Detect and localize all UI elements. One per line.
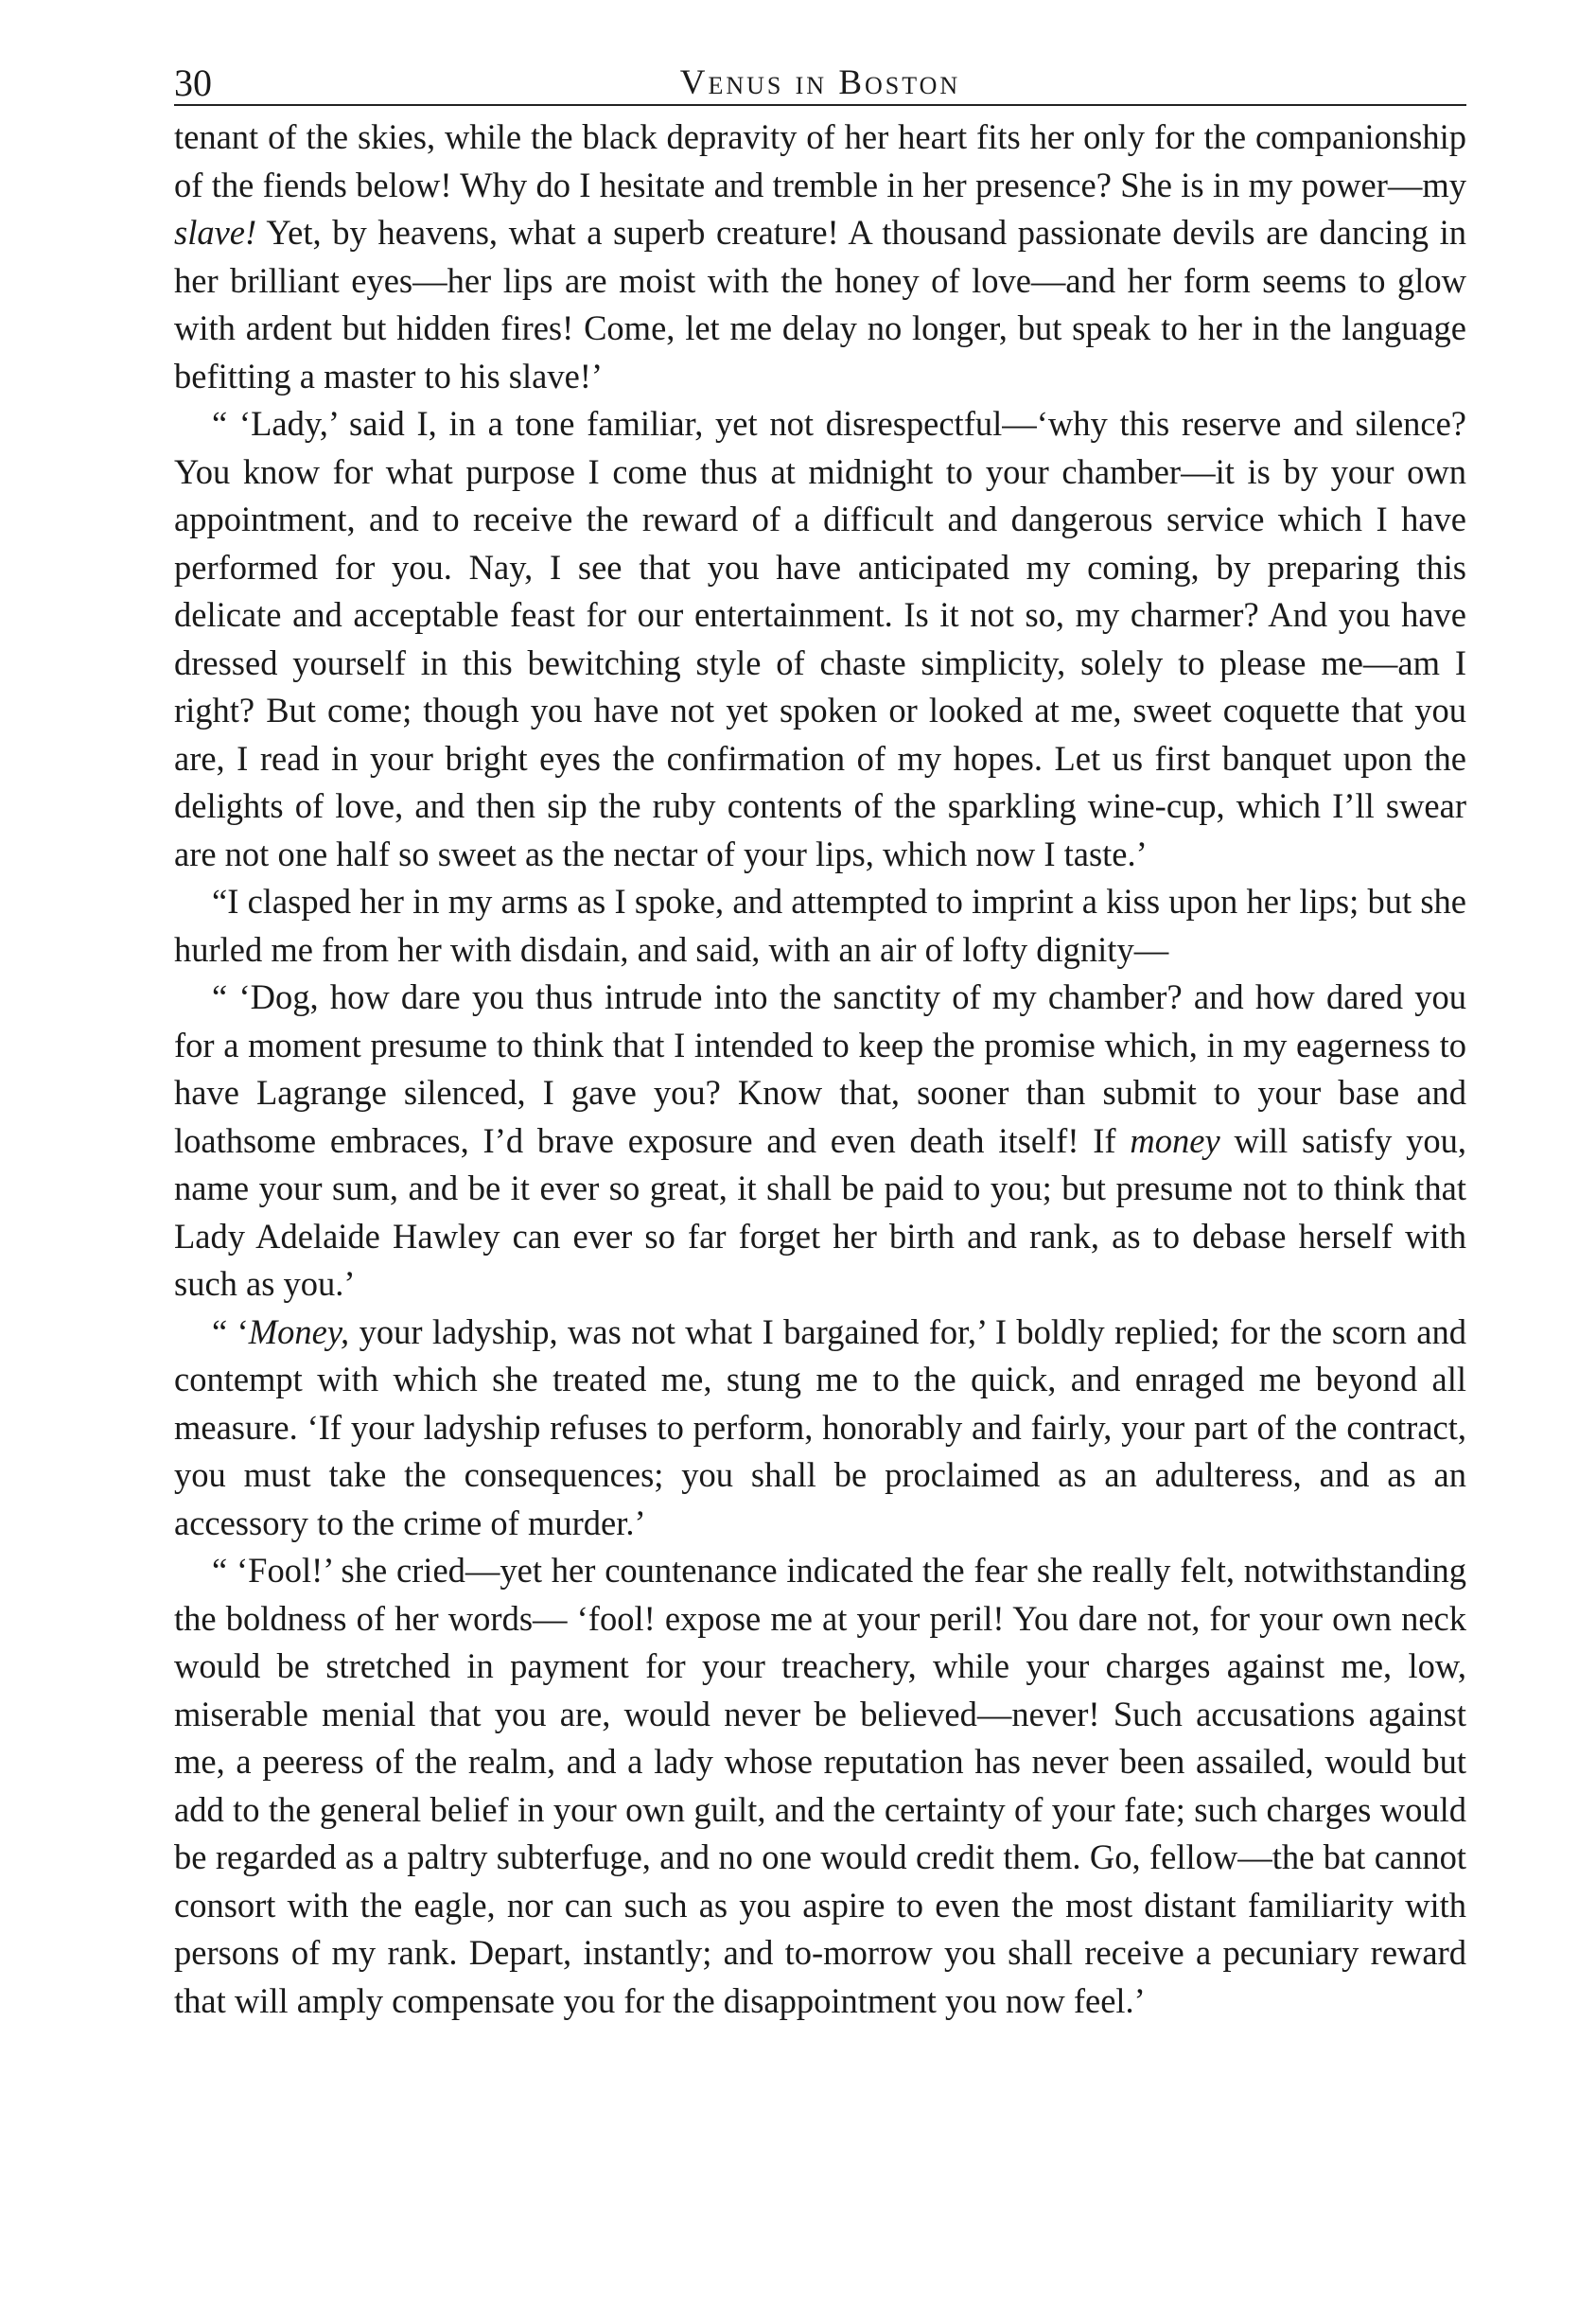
text-run: Yet, by heavens, what a superb creature! A thousand passionate devils are dancing in her brilliant eyes—her lips are moist with the honey of love—and her form seems to glow with ardent but hidden fires! Come, let me delay no longer, but speak to her in the language befitting a master to his slave!’ [174,213,1466,396]
text-run: “ ‘Dog, how dare you thus intrude into the sanctity of my chamber? and how dared you for a moment presume to think that I intended to keep the promise which, in my eagerness to have Lagrange silenced, I gave you? Know that, sooner than submit to your base and loathsome embraces, I’d brave exposure and even death itself! If [174,977,1466,1160]
page-number: 30 [174,62,212,104]
text-run: “ ‘Lady,’ said I, in a tone familiar, yet not disrespectful—‘why this reserve and silence? You know for what purpose I come thus at midnight to your chamber—it is by your own appointment, and to receive the reward of a difficult and dangerous service which I have performed for you. Nay, I see that you have anticipated my coming, by preparing this delicate and acceptable feast for our entertainment. Is it not so, my charmer? And you have dressed yourself in this bewitching style of chaste simplicity, solely to please me—am I right? But come; though you have not yet spoken or looked at me, sweet coquette that you are, I read in your bright eyes the confirmation of my hopes. Let us first banquet upon the delights of love, and then sip the ruby contents of the sparkling wine-cup, which I’ll swear are not one half so sweet as the nectar of your lips, which now I taste.’ [174,404,1466,873]
paragraph [174,400,1466,878]
text-run: “ ‘Fool!’ she cried—yet her countenance indicated the fear she really felt, notwithstanding the boldness of her words— ‘fool! expose me at your peril! You dare not, for your own neck would be stretched in payment for your treachery, while your charges against me, low, miserable menial that you are, would never be believed—never! Such accusations against me, a peeress of the realm, and a lady whose reputation has never been assailed, would but add to the general belief in your own guilt, and the certainty of your fate; such charges would be regarded as a paltry subterfuge, and no one would credit them. Go, fellow—the bat cannot consort with the eagle, nor can such as you aspire to even the most distant familiarity with persons of my rank. Depart, instantly; and to-morrow you shall receive a pecuniary reward that will amply compensate you for the disappointment you now feel.’ [174,1551,1466,2020]
book-page [174,47,1466,2025]
text-run: “ ‘ [212,1311,249,1351]
paragraph [174,1547,1466,2025]
text-run: your ladyship, was not what I bargained for,’ I boldly replied; for the scorn and contempt with which she treated me, stung me to the quick, and enraged me beyond all measure. ‘If your ladyship refuses to perform, honorably and fairly, your part of the contract, you must take the consequences; you shall be proclaimed as an adulteress, and as an accessory to the crime of murder.’ [174,1311,1466,1542]
paragraph [174,1309,1466,1548]
text-run: will satisfy you, name your sum, and be it ever so great, it shall be paid to you; but presume not to think that Lady Adelaide Hawley can ever so far forget her birth and rank, as to debase herself with such as you.’ [174,1120,1466,1303]
paragraph [174,974,1466,1309]
italic-text-run: Money, [248,1311,350,1351]
paragraph [174,114,1466,400]
running-title: Venus in Boston [679,63,961,102]
text-run: tenant of the skies, while the black depravity of her heart fits her only for the companionship of the fiends below! Why do I hesitate and tremble in her presence? She is in my power—my [174,117,1466,204]
running-header [174,47,1466,106]
body-text [174,114,1466,2025]
italic-text-run: money [1130,1120,1220,1160]
italic-text-run: slave! [174,213,257,252]
text-run: “I clasped her in my arms as I spoke, and attempted to imprint a kiss upon her lips; but she hurled me from her with disdain, and said, with an air of lofty dignity— [174,882,1466,969]
paragraph [174,878,1466,974]
